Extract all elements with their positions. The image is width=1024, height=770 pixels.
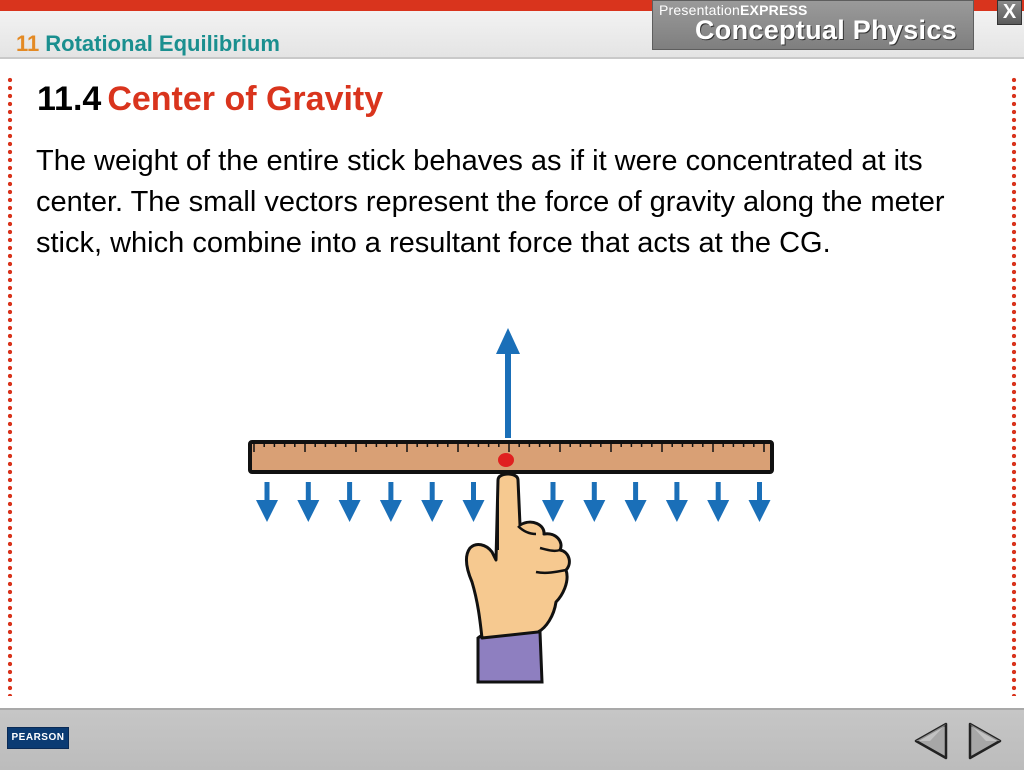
brand-subtitle-prefix: Presentation <box>659 2 741 18</box>
section-title: Center of Gravity <box>107 80 384 118</box>
meter-stick-illustration <box>240 320 790 690</box>
brand-subtitle-suffix: EXPRESS <box>740 2 808 18</box>
gravity-arrow <box>380 482 402 522</box>
brand-title: Conceptual Physics <box>695 15 957 45</box>
chapter-number: 11 <box>16 31 40 56</box>
resultant-force-arrow <box>496 328 520 438</box>
chapter-title: Rotational Equilibrium <box>45 31 280 56</box>
gravity-arrow <box>542 482 564 522</box>
gravity-arrow <box>297 482 319 522</box>
close-button[interactable]: X <box>997 0 1022 25</box>
footer-bar <box>0 708 1024 770</box>
gravity-arrow <box>421 482 443 522</box>
next-arrow-icon[interactable] <box>964 720 1006 762</box>
gravity-arrow <box>339 482 361 522</box>
gravity-arrow <box>625 482 647 522</box>
gravity-arrow <box>463 482 485 522</box>
center-of-gravity-dot <box>498 453 514 467</box>
prev-arrow-icon[interactable] <box>910 720 952 762</box>
slide-title <box>37 80 383 119</box>
gravity-arrow <box>707 482 729 522</box>
pearson-logo: PEARSON <box>7 727 69 749</box>
gravity-arrow <box>666 482 688 522</box>
left-dotted-border <box>7 76 13 696</box>
brand-badge <box>652 0 974 50</box>
gravity-arrow <box>256 482 278 522</box>
right-dotted-border <box>1011 76 1017 696</box>
section-number: 11.4 <box>37 80 102 118</box>
slide-body-text: The weight of the entire stick behaves as if it were concentrated at its center. The small vectors represent the force of gravity along the meter stick, which combine into a resultant force that acts at the CG. <box>36 145 945 259</box>
gravity-arrow <box>583 482 605 522</box>
gravity-arrow <box>749 482 771 522</box>
chapter-heading <box>16 31 280 57</box>
